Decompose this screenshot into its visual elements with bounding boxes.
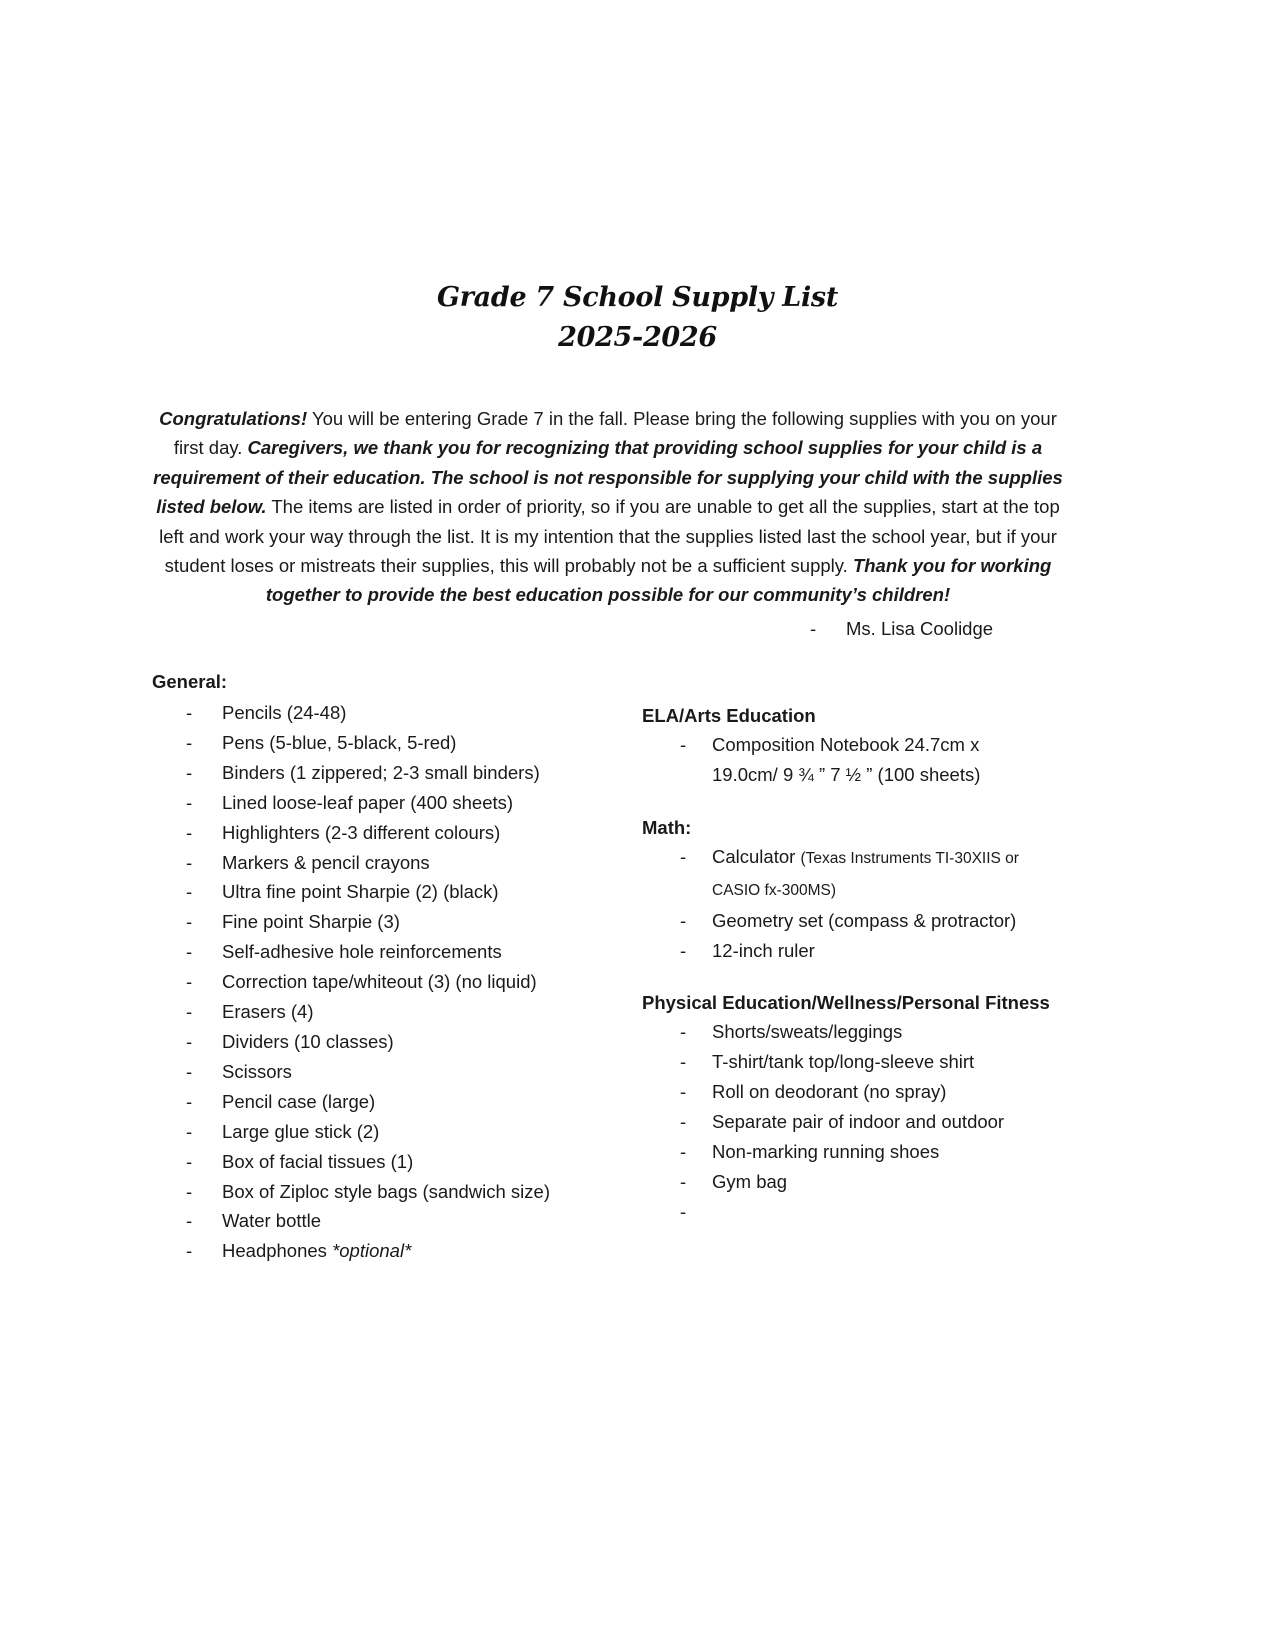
list-item: - Pencil case (large)	[152, 1087, 622, 1117]
list-item: - Erasers (4)	[152, 997, 622, 1027]
bullet-dash: -	[186, 1120, 193, 1142]
bullet-dash: -	[680, 845, 687, 867]
intro-thank-you: Thank you for working together to provide the best education possible for our community’s children!	[265, 555, 1052, 606]
list-item: - Markers & pencil crayons	[152, 848, 622, 878]
calculator-models: (Texas Instruments TI-30XIIS or CASIO fx-300MS)	[712, 849, 1019, 899]
list-item: - Water bottle	[152, 1206, 622, 1236]
bullet-dash: -	[186, 702, 193, 723]
ela-section	[642, 702, 1082, 790]
bullet-dash: -	[186, 1090, 193, 1112]
math-list	[642, 842, 1082, 966]
intro-paragraph	[152, 404, 1064, 610]
bullet-dash: -	[186, 761, 193, 783]
bullet-dash: -	[680, 1141, 687, 1163]
list-item: - Binders (1 zippered; 2-3 small binders)	[152, 758, 622, 788]
intro-text-1: You will be entering Grade 7 in the fall. Please bring the following supplies with you on your first day.	[173, 408, 1057, 459]
list-item: - Pencils (24-48)	[152, 698, 622, 728]
list-item: - Gym bag	[642, 1167, 1082, 1197]
list-item: - Geometry set (compass & protractor)	[642, 906, 1082, 936]
bullet-dash: -	[186, 881, 193, 903]
ela-heading: ELA/Arts Education	[642, 705, 816, 726]
math-section	[642, 814, 1082, 966]
list-item: - Non-marking running shoes	[642, 1137, 1082, 1167]
list-item: - Lined loose-leaf paper (400 sheets)	[152, 788, 622, 818]
list-item: - T-shirt/tank top/long-sleeve shirt	[642, 1047, 1082, 1077]
bullet-dash: -	[186, 791, 193, 813]
bullet-dash: -	[186, 1240, 193, 1262]
bullet-dash: -	[186, 821, 193, 843]
list-item: - Correction tape/whiteout (3) (no liquid)	[152, 967, 622, 997]
pe-heading: Physical Education/Wellness/Personal Fitness	[642, 992, 1050, 1014]
bullet-dash: -	[680, 1051, 687, 1073]
bullet-dash: -	[186, 971, 193, 993]
bullet-dash: -	[680, 1111, 687, 1133]
list-item: - Box of facial tissues (1)	[152, 1147, 622, 1177]
bullet-dash: -	[186, 1210, 193, 1232]
list-item: - Large glue stick (2)	[152, 1117, 622, 1147]
bullet-dash: -	[680, 734, 687, 755]
general-heading: General:	[152, 671, 228, 692]
list-item: - Pens (5-blue, 5-black, 5-red)	[152, 728, 622, 758]
subject-sections	[642, 702, 1082, 1221]
bullet-dash: -	[680, 939, 687, 961]
pe-section	[642, 989, 1082, 1222]
list-item: - Dividers (10 classes)	[152, 1027, 622, 1057]
list-item: - Roll on deodorant (no spray)	[642, 1077, 1082, 1107]
intro-caregivers-note: Caregivers, we thank you for recognizing that providing school supplies for your child is a requirement of their education. The school is not responsible for supplying your child with the supplies listed below.	[153, 437, 1063, 518]
signature-dash: -	[810, 618, 817, 639]
list-item: - Highlighters (2-3 different colours)	[152, 818, 622, 848]
list-item: - Separate pair of indoor and outdoor	[642, 1107, 1082, 1137]
bullet-dash: -	[186, 1030, 193, 1052]
school-year: 2025-2026	[558, 322, 717, 353]
general-list	[152, 698, 622, 1266]
math-heading: Math:	[642, 816, 692, 838]
bullet-dash: -	[186, 731, 193, 753]
list-item: - Shorts/sweats/leggings	[642, 1017, 1082, 1047]
list-item: - Calculator (Texas Instruments TI-30XIIS or CASIO fx-300MS)	[642, 842, 1052, 906]
pe-list	[642, 1017, 1082, 1222]
bullet-dash: -	[186, 851, 193, 873]
intro-text-2: The items are listed in order of priority, so if you are unable to get all the supplies, start at the top left and work your way through the list. It is my intention that the supplies listed last the school year, but if your student loses or mistreats their supplies, this will probably not be a sufficient supply.	[159, 496, 1060, 577]
bullet-dash: -	[186, 911, 193, 933]
list-item: - Ultra fine point Sharpie (2) (black)	[152, 877, 622, 907]
bullet-dash: -	[186, 941, 193, 963]
list-item: - Fine point Sharpie (3)	[152, 907, 622, 937]
list-item: - Self-adhesive hole reinforcements	[152, 937, 622, 967]
bullet-dash: -	[186, 1150, 193, 1172]
bullet-dash: -	[680, 1200, 687, 1222]
ela-list	[642, 730, 1082, 790]
bullet-dash: -	[680, 1170, 687, 1192]
list-item: - Scissors	[152, 1057, 622, 1087]
intro-congratulations: Congratulations!	[159, 408, 308, 429]
document-title: Grade 7 School Supply List	[436, 282, 838, 313]
optional-note: *optional*	[332, 1240, 412, 1262]
bullet-dash: -	[186, 1180, 193, 1202]
bullet-dash: -	[186, 1060, 193, 1082]
title-block	[0, 278, 1275, 358]
general-section	[152, 668, 622, 1266]
list-item: - Headphones *optional*	[152, 1236, 622, 1266]
list-item: - Composition Notebook 24.7cm x 19.0cm/ 9 ¾ ” 7 ½ ” (100 sheets)	[642, 730, 1012, 790]
signature-name: Ms. Lisa Coolidge	[846, 618, 994, 639]
list-item: - 12-inch ruler	[642, 936, 1082, 966]
bullet-dash: -	[680, 1021, 687, 1043]
bullet-dash: -	[186, 1001, 193, 1023]
bullet-dash: -	[680, 909, 687, 931]
signature	[810, 617, 993, 641]
list-item: - Box of Ziploc style bags (sandwich size)	[152, 1177, 622, 1207]
bullet-dash: -	[680, 1081, 687, 1103]
